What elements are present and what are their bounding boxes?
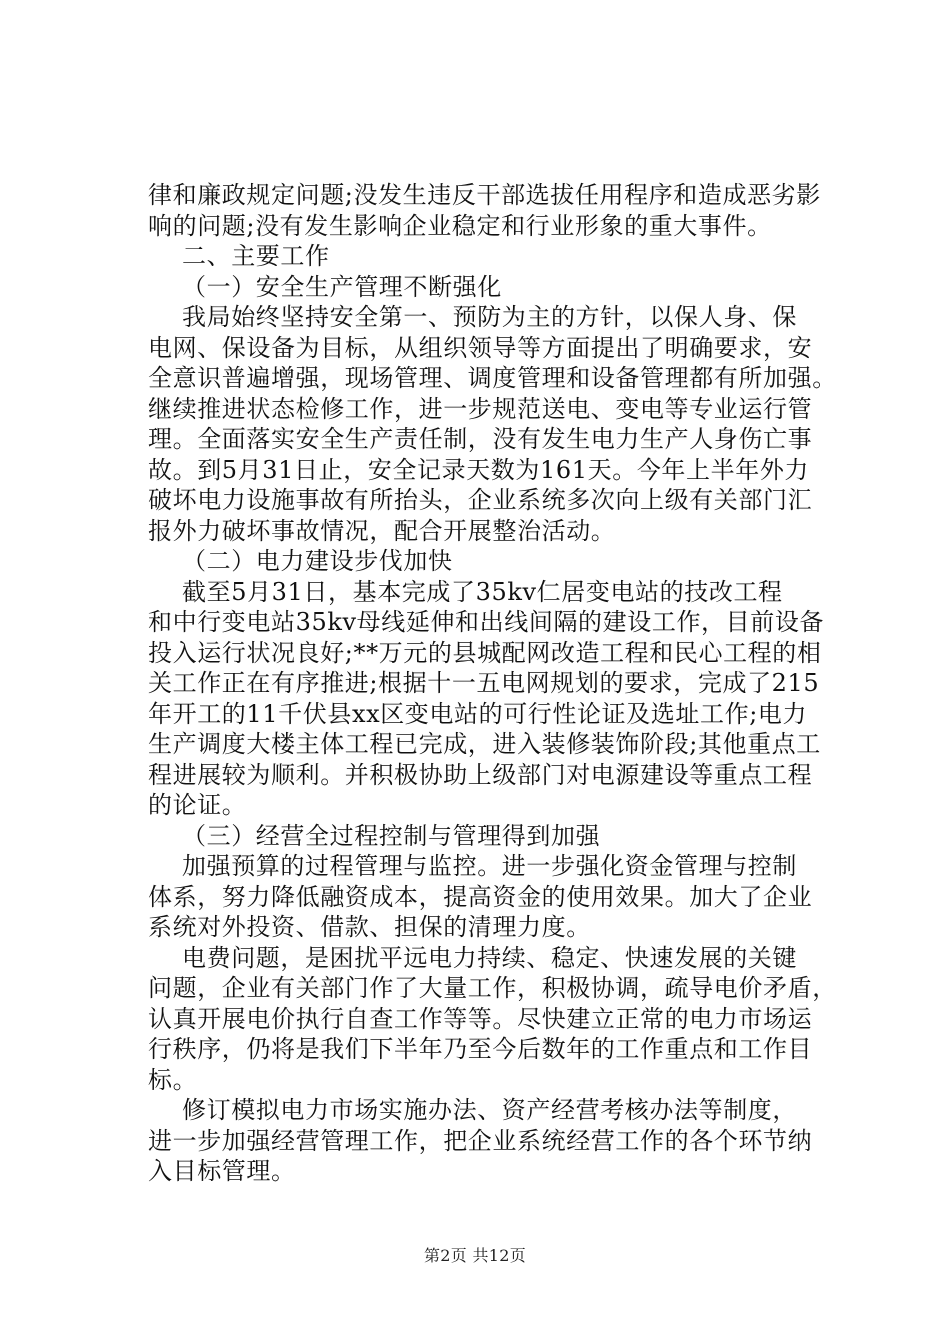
text-line: 故。到5月31日止，安全记录天数为161天。今年上半年外力 [148,455,810,484]
text-line: 进一步加强经营管理工作，把企业系统经营工作的各个环节纳 [148,1126,813,1155]
text-line: 电费问题，是困扰平远电力持续、稳定、快速发展的关键 [182,943,797,972]
text-line: 加强预算的过程管理与监控。进一步强化资金管理与控制 [182,852,797,880]
text-line: 生产调度大楼主体工程已完成，进入装修装饰阶段;其他重点工 [148,730,821,758]
text-line: 我局始终坚持安全第一、预防为主的方针，以保人身、保 [182,303,797,331]
text-line: 响的问题;没有发生影响企业稳定和行业形象的重大事件。 [148,211,772,240]
text-line: 问题，企业有关部门作了大量工作，积极协调，疏导电价矛盾， [148,974,837,1002]
text-line: 电网、保设备为目标，从组织领导等方面提出了明确要求，安 [148,333,813,362]
text-line: 投入运行状况良好;**万元的县城配网改造工程和民心工程的相 [148,638,822,667]
text-line: （二）电力建设步伐加快 [182,547,453,575]
text-line: 系统对外投资、借款、担保的清理力度。 [148,913,591,941]
text-line: 程进展较为顺利。并积极协助上级部门对电源建设等重点工程 [148,760,813,789]
text-line: 律和廉政规定问题;没发生违反干部选拔任用程序和造成恶劣影 [148,181,821,209]
text-line: 年开工的11千伏县xx区变电站的可行性论证及选址工作;电力 [148,699,808,728]
text-line: （三）经营全过程控制与管理得到加强 [182,821,601,850]
text-line: 体系，努力降低融资成本，提高资金的使用效果。加大了企业 [148,882,813,911]
text-line: 认真开展电价执行自查工作等等。尽快建立正常的电力市场运 [148,1004,813,1033]
text-line: 破坏电力设施事故有所抬头，企业系统多次向上级有关部门汇 [148,486,813,514]
text-line: 截至5月31日，基本完成了35kv仁居变电站的技改工程 [182,577,783,606]
text-line: 关工作正在有序推进;根据十一五电网规划的要求，完成了215 [148,669,820,697]
page-number-footer: 第2页 共12页 [423,1246,527,1265]
text-line: 的论证。 [148,791,247,819]
text-line: 标。 [148,1065,198,1094]
text-line: 入目标管理。 [148,1157,296,1185]
text-line: 理。全面落实安全生产责任制，没有发生电力生产人身伤亡事 [148,425,813,453]
text-line: 报外力破坏事故情况，配合开展整治活动。 [148,516,616,545]
text-line: 二、主要工作 [182,242,330,270]
text-line: 修订模拟电力市场实施办法、资产经营考核办法等制度， [182,1096,797,1124]
text-line: 行秩序，仍将是我们下半年乃至今后数年的工作重点和工作目 [148,1035,813,1063]
document-body [148,180,848,1187]
text-line: 全意识普遍增强，现场管理、调度管理和设备管理都有所加强。 [148,364,837,392]
text-line: 继续推进状态检修工作，进一步规范送电、变电等专业运行管 [148,394,813,423]
text-line: 和中行变电站35kv母线延伸和出线间隔的建设工作，目前设备 [148,608,825,636]
text-line: （一）安全生产管理不断强化 [182,272,502,301]
